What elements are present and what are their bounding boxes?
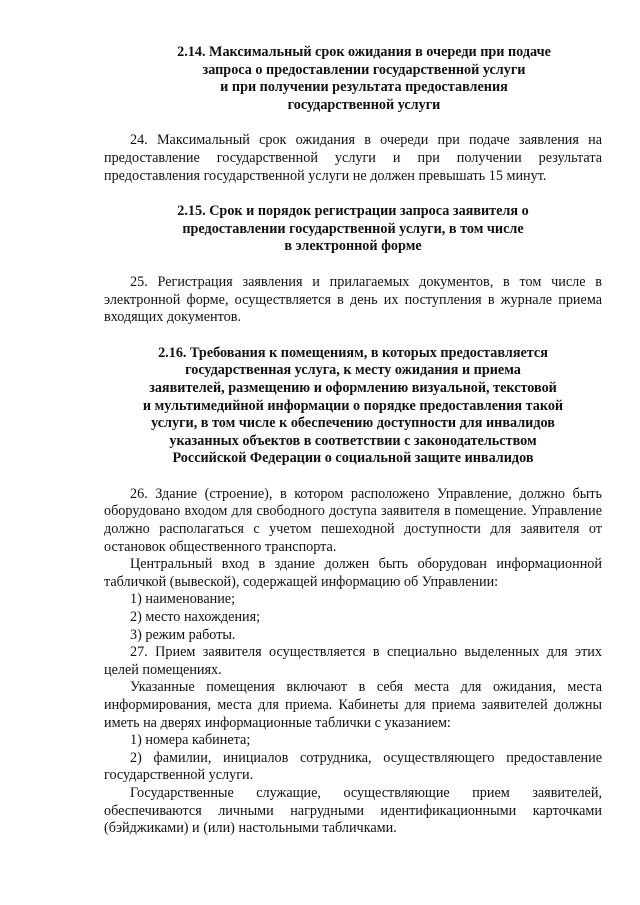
list-item: 1) номера кабинета;: [130, 732, 251, 749]
list-item: 1) наименование;: [130, 591, 236, 608]
heading-line: и при получении результата предоставления: [220, 79, 508, 96]
list-item: 3) режим работы.: [130, 626, 236, 643]
heading-line: 2.14. Максимальный срок ожидания в очереди при подаче: [177, 44, 551, 60]
heading-line: 2.15. Срок и порядок регистрации запроса заявителя о: [177, 203, 529, 220]
paragraph-24: 24. Максимальный срок ожидания в очереди при подаче заявления на предоставление государственной услуги и при получении результата предоставления государственной услуги не должен превышать 15 минут.: [104, 132, 602, 184]
heading-line: запроса о предоставлении государственной услуги: [202, 61, 526, 78]
paragraph-26: 26. Здание (строение), в котором расположено Управление, должно быть оборудовано входом для свободного доступа заявителя в помещение. Управление должно располагаться с учетом пешеходной доступности для заявителя от остановок общественного транспорта.: [104, 485, 602, 555]
paragraph-premises: Указанные помещения включают в себя места для ожидания, места информирования, места для приема. Кабинеты для приема заявителей должны иметь на дверях информационные таблички с указанием:: [104, 679, 602, 731]
section-heading-2-14: [104, 44, 602, 114]
heading-line: Российской Федерации о социальной защите инвалидов: [172, 450, 534, 467]
heading-line: государственной услуги: [287, 96, 441, 113]
paragraph-25: 25. Регистрация заявления и прилагаемых документов, в том числе в электронной форме, осуществляется в день их поступления в журнале приема входящих документов.: [104, 273, 602, 326]
heading-line: 2.16. Требования к помещениям, в которых предоставляется: [158, 344, 548, 361]
heading-line: услуги, в том числе к обеспечению доступности для инвалидов: [151, 415, 555, 432]
list-item: 2) место нахождения;: [130, 609, 261, 626]
heading-line: указанных объектов в соответствии с законодательством: [169, 432, 537, 449]
section-heading-2-16: [104, 345, 602, 468]
paragraph-27: 27. Прием заявителя осуществляется в специально выделенных для этих целей помещениях.: [104, 644, 602, 678]
heading-line: предоставлении государственной услуги, в том числе: [182, 220, 524, 237]
heading-line: государственная услуга, к месту ожидания и приема: [185, 362, 521, 379]
heading-line: в электронной форме: [284, 238, 422, 255]
heading-line: и мультимедийной информации о порядке предоставления такой: [142, 397, 564, 414]
heading-line: заявителей, размещению и оформлению визуальной, текстовой: [149, 379, 557, 396]
section-heading-2-15: [104, 203, 602, 256]
paragraph-entrance-signage: Центральный вход в здание должен быть оборудован информационной табличкой (вывеской), содержащей информацию об Управлении:: [104, 556, 602, 590]
paragraph-badges: Государственные служащие, осуществляющие прием заявителей, обеспечиваются личными нагрудными идентификационными карточками (бэйджиками) и (или) настольными табличками.: [104, 784, 602, 837]
list-item: 2) фамилии, инициалов сотрудника, осуществляющего предоставление государственной услуги.: [104, 749, 602, 784]
document-page: [104, 44, 602, 838]
